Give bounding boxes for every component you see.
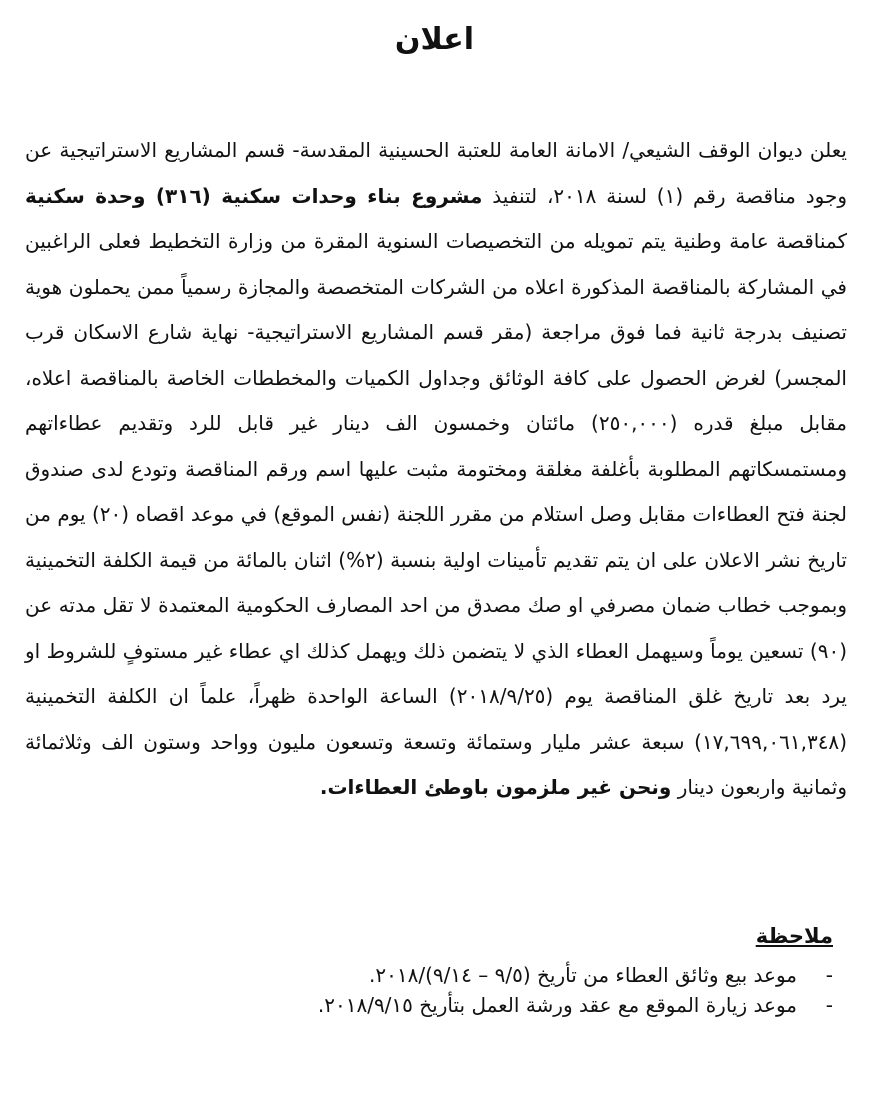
body-details: كمناقصة عامة وطنية يتم تمويله من التخصيصات السنوية المقرة من وزارة التخطيط فعلى الراغبين في المشاركة بالمناقصة المذكورة اعلاه من الشركات المتخصصة والمجازة رسمياً ممن يحملون هوية تصنيف بدرجة ثانية فما فوق مراجعة (مقر قسم المشاريع الاستراتيجية- نهاية شارع الاسكان قرب المجسر) لغرض الحصول على كافة الوثائق وجداول الكميات والمخططات الخاصة بالمناقصة اعلاه، مقابل مبلغ قدره (٢٥٠,٠٠٠) مائتان وخمسون الف دينار غير قابل للرد وتقديم عطاءاتهم ومستمسكاتهم المطلوبة بأغلفة مغلقة ومختومة مثبت عليها اسم ورقم المناقصة وتودع لدى صندوق لجنة فتح العطاءات مقابل وصل استلام من مقرر اللجنة (نفس الموقع) في موعد اقصاه (٢٠) يوم من تاريخ نشر الاعلان على ان يتم تقديم تأمينات اولية بنسبة (٢%) اثنان بالمائة من قيمة الكلفة التخمينية وبموجب خطاب ضمان مصرفي او صك مصدق من احد المصارف الحكومية المعتمدة لا تقل مدته عن (٩٠) تسعين يوماً وسيهمل العطاء الذي لا يتضمن ذلك ويهمل كذلك اي عطاء غير مستوفٍ للشروط او يرد بعد تاريخ غلق المناقصة يوم (٢٠١٨/٩/٢٥) الساعة الواحدة ظهراً، علماً ان الكلفة التخمينية (١٧,٦٩٩,٠٦١,٣٤٨) سبعة عشر مليار وستمائة وتسعة وتسعون مليون وواحد وستون الف وثلاثمائة وثمانية واربعون دينار	[25, 229, 847, 799]
announcement-body	[25, 128, 847, 811]
note-item-text: موعد بيع وثائق العطاء من تأريخ (٩/٥ – ٩/١٤)/٢٠١٨.	[369, 963, 797, 987]
body-closing: ونحن غير ملزمون باوطئ العطاءات.	[319, 775, 672, 799]
note-item-text: موعد زيارة الموقع مع عقد ورشة العمل بتأريخ ٢٠١٨/٩/١٥.	[317, 993, 797, 1017]
page-title: اعلان	[394, 22, 475, 57]
note-heading: ملاحظة	[755, 924, 833, 948]
note-list	[53, 960, 833, 1020]
bullet-dash: -	[825, 963, 833, 987]
project-name: مشروع بناء وحدات سكنية (٣١٦) وحدة سكنية	[25, 183, 483, 208]
body-intro: يعلن ديوان الوقف الشيعي/ الامانة العامة للعتبة الحسينية المقدسة- قسم المشاريع الاستراتيجية عن وجود مناقصة رقم (١) لسنة ٢٠١٨، لتنفيذ	[25, 138, 847, 208]
note-item	[53, 960, 833, 990]
bullet-dash: -	[825, 993, 833, 1017]
note-item	[53, 990, 833, 1020]
